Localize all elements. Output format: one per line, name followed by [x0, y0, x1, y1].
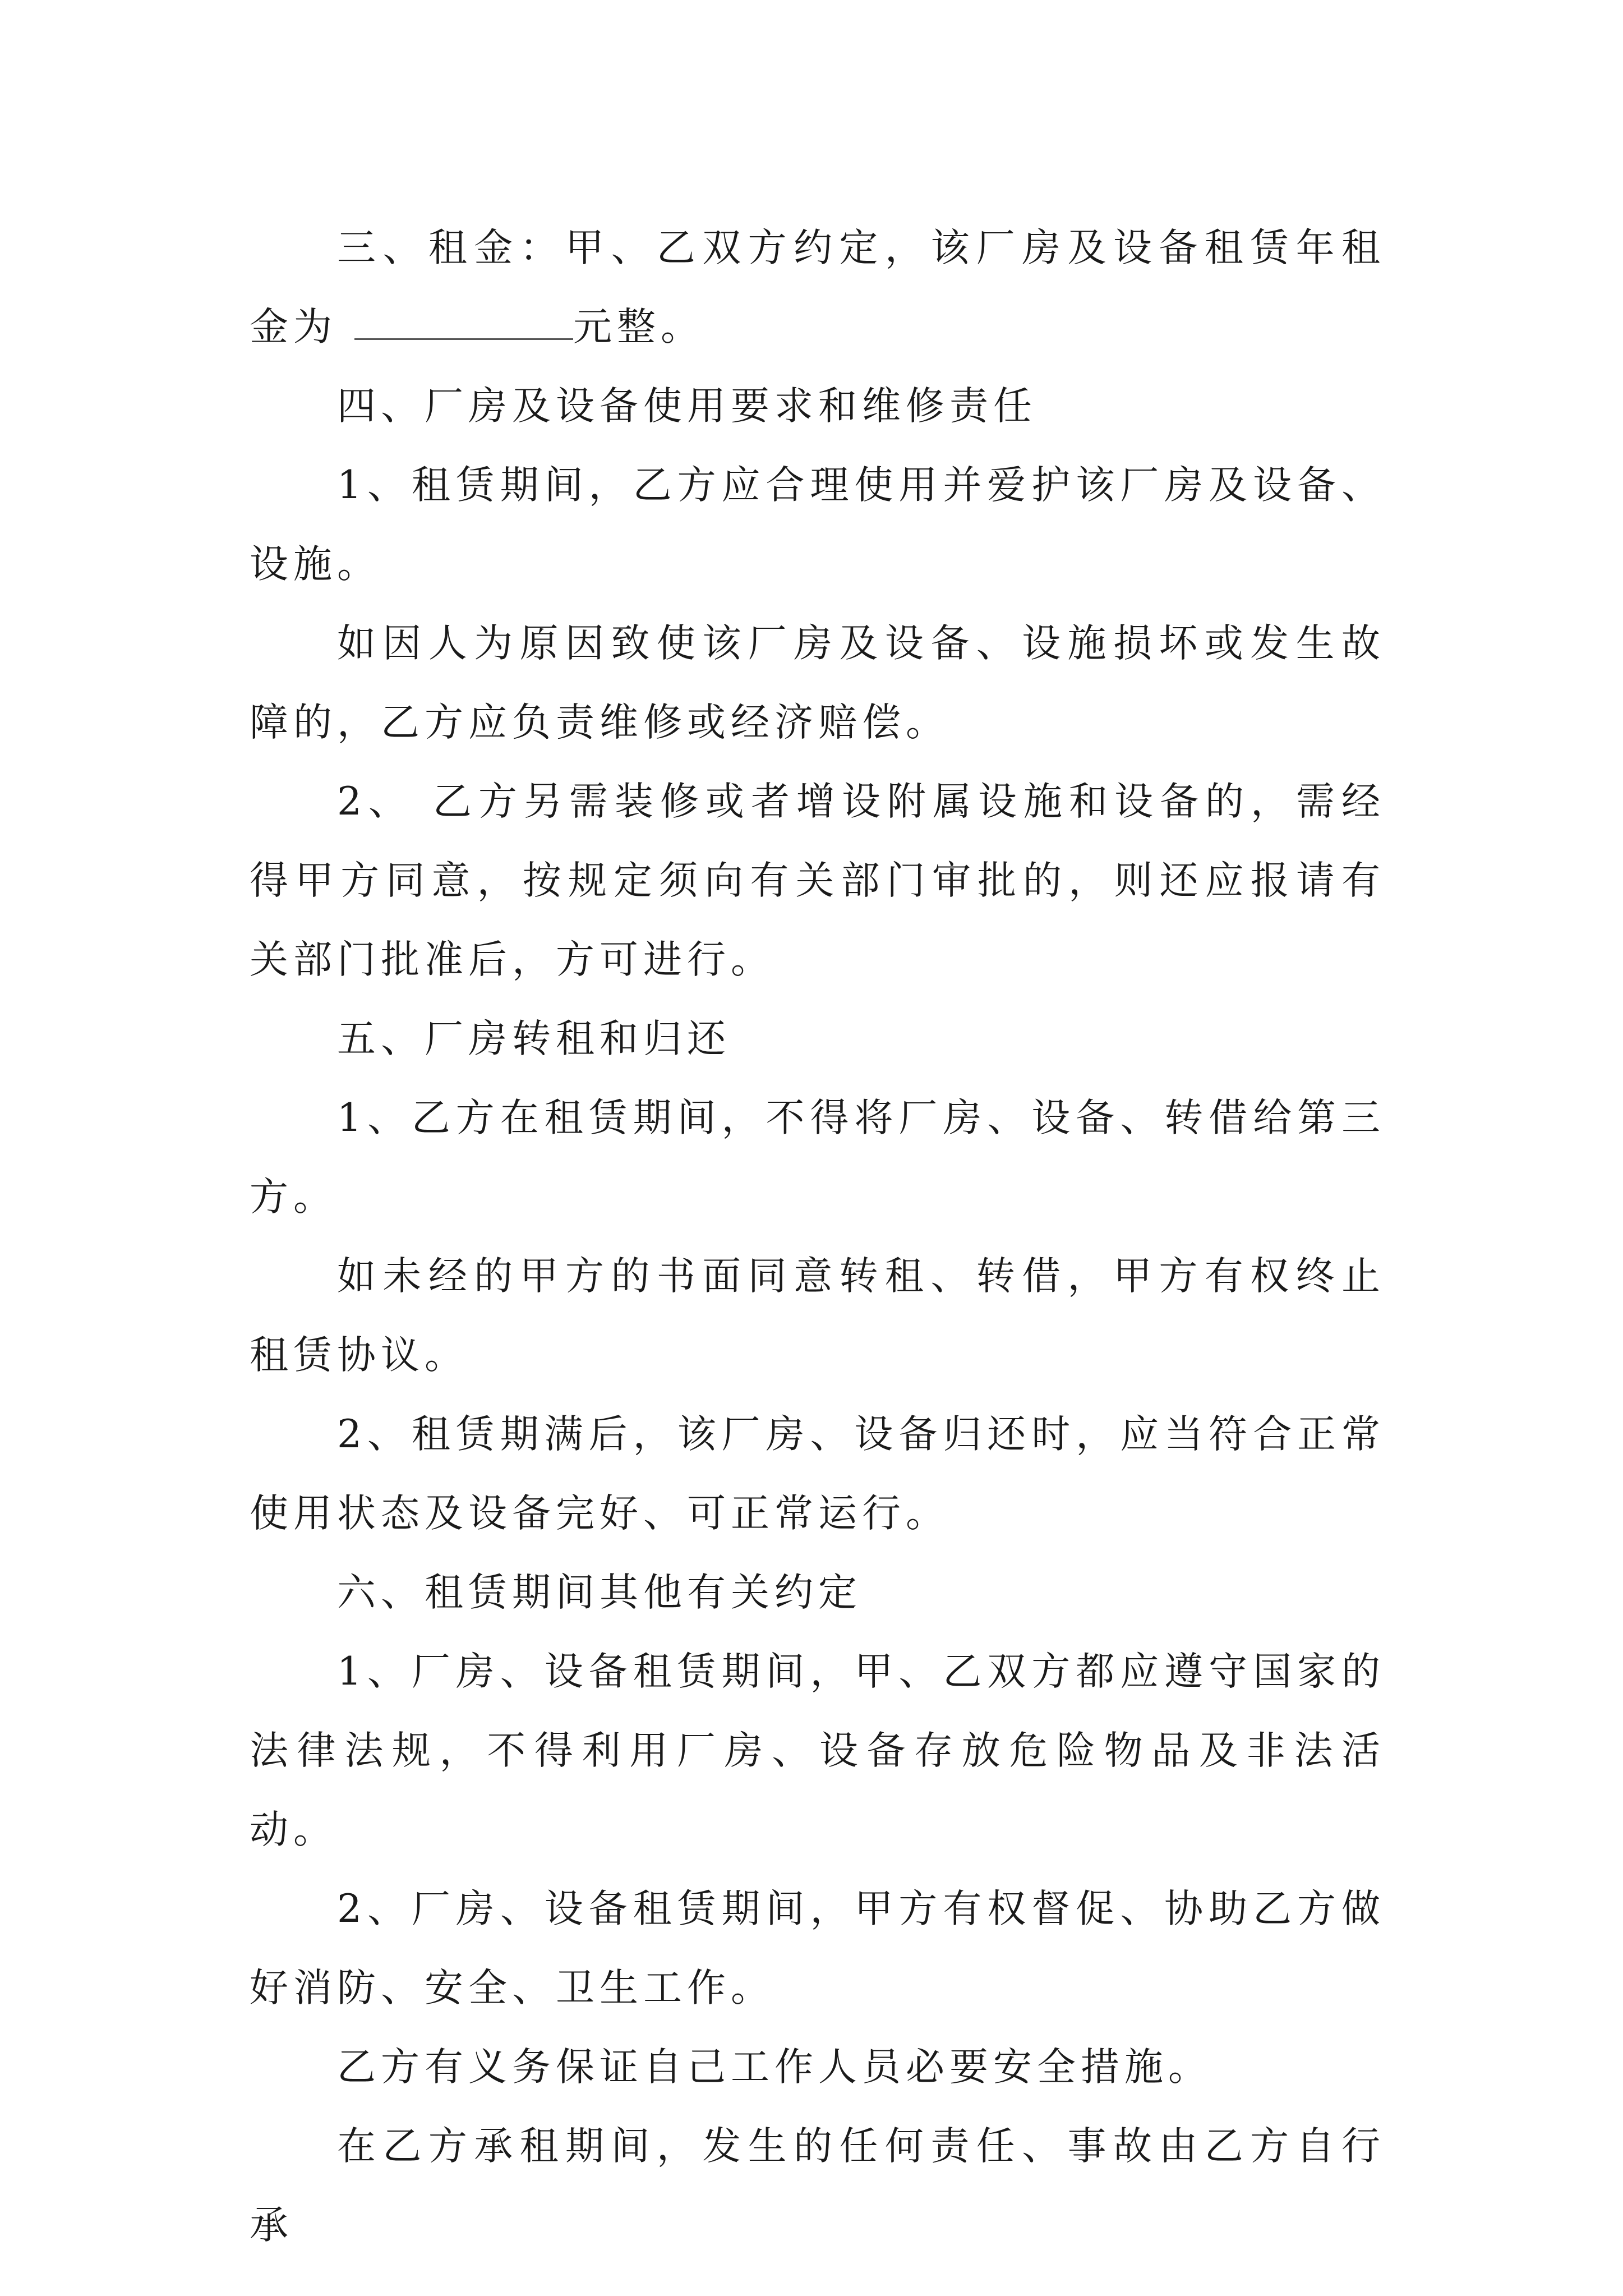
paragraph-text: 乙方有义务保证自己工作人员必要安全措施。 — [337, 2045, 1212, 2090]
paragraph — [250, 604, 1385, 762]
paragraph-rent — [250, 209, 1385, 367]
paragraph — [250, 1632, 1385, 1870]
section-heading — [250, 367, 1385, 446]
paragraph-text: 2、厂房、设备租赁期间，甲方有权督促、协助乙方做好消防、安全、卫生工作。 — [250, 1887, 1385, 2010]
section-heading — [250, 1553, 1385, 1632]
paragraph-text: 在乙方承租期间，发生的任何责任、事故由乙方自行承 — [250, 2124, 1385, 2248]
rent-amount-blank — [354, 302, 573, 340]
paragraph — [250, 762, 1385, 1000]
paragraph-text: 如因人为原因致使该厂房及设备、设施损坏或发生故障的，乙方应负责维修或经济赔偿。 — [250, 621, 1385, 745]
paragraph-text: 1、厂房、设备租赁期间，甲、乙双方都应遵守国家的法律法规，不得利用厂房、设备存放危险物品及非法活动。 — [250, 1649, 1385, 1852]
paragraph — [250, 1870, 1385, 2028]
paragraph-text: 2、 乙方另需装修或者增设附属设施和设备的，需经得甲方同意，按规定须向有关部门审批的，则还应报请有关部门批准后，方可进行。 — [250, 779, 1385, 982]
paragraph-text: 三、租金：甲、乙双方约定，该厂房及设备租赁年租金为 — [250, 226, 1385, 349]
paragraph — [250, 2107, 1385, 2265]
paragraph-text: 六、租赁期间其他有关约定 — [337, 1570, 862, 1615]
paragraph-text: 1、乙方在租赁期间，不得将厂房、设备、转借给第三方。 — [250, 1096, 1385, 1220]
paragraph — [250, 446, 1385, 604]
section-heading — [250, 1000, 1385, 1079]
paragraph-text: 1、租赁期间，乙方应合理使用并爱护该厂房及设备、设施。 — [250, 463, 1385, 587]
paragraph — [250, 1237, 1385, 1395]
paragraph-text: 2、租赁期满后，该厂房、设备归还时，应当符合正常使用状态及设备完好、可正常运行。 — [250, 1412, 1385, 1536]
paragraph — [250, 2028, 1385, 2107]
paragraph — [250, 1395, 1385, 1553]
paragraph-text: 四、厂房及设备使用要求和维修责任 — [337, 384, 1037, 429]
rent-suffix: 元整。 — [573, 305, 704, 349]
paragraph-text: 五、厂房转租和归还 — [337, 1016, 731, 1061]
document-body — [250, 209, 1385, 2265]
paragraph — [250, 1079, 1385, 1237]
paragraph-text: 如未经的甲方的书面同意转租、转借，甲方有权终止租赁协议。 — [250, 1254, 1385, 1378]
